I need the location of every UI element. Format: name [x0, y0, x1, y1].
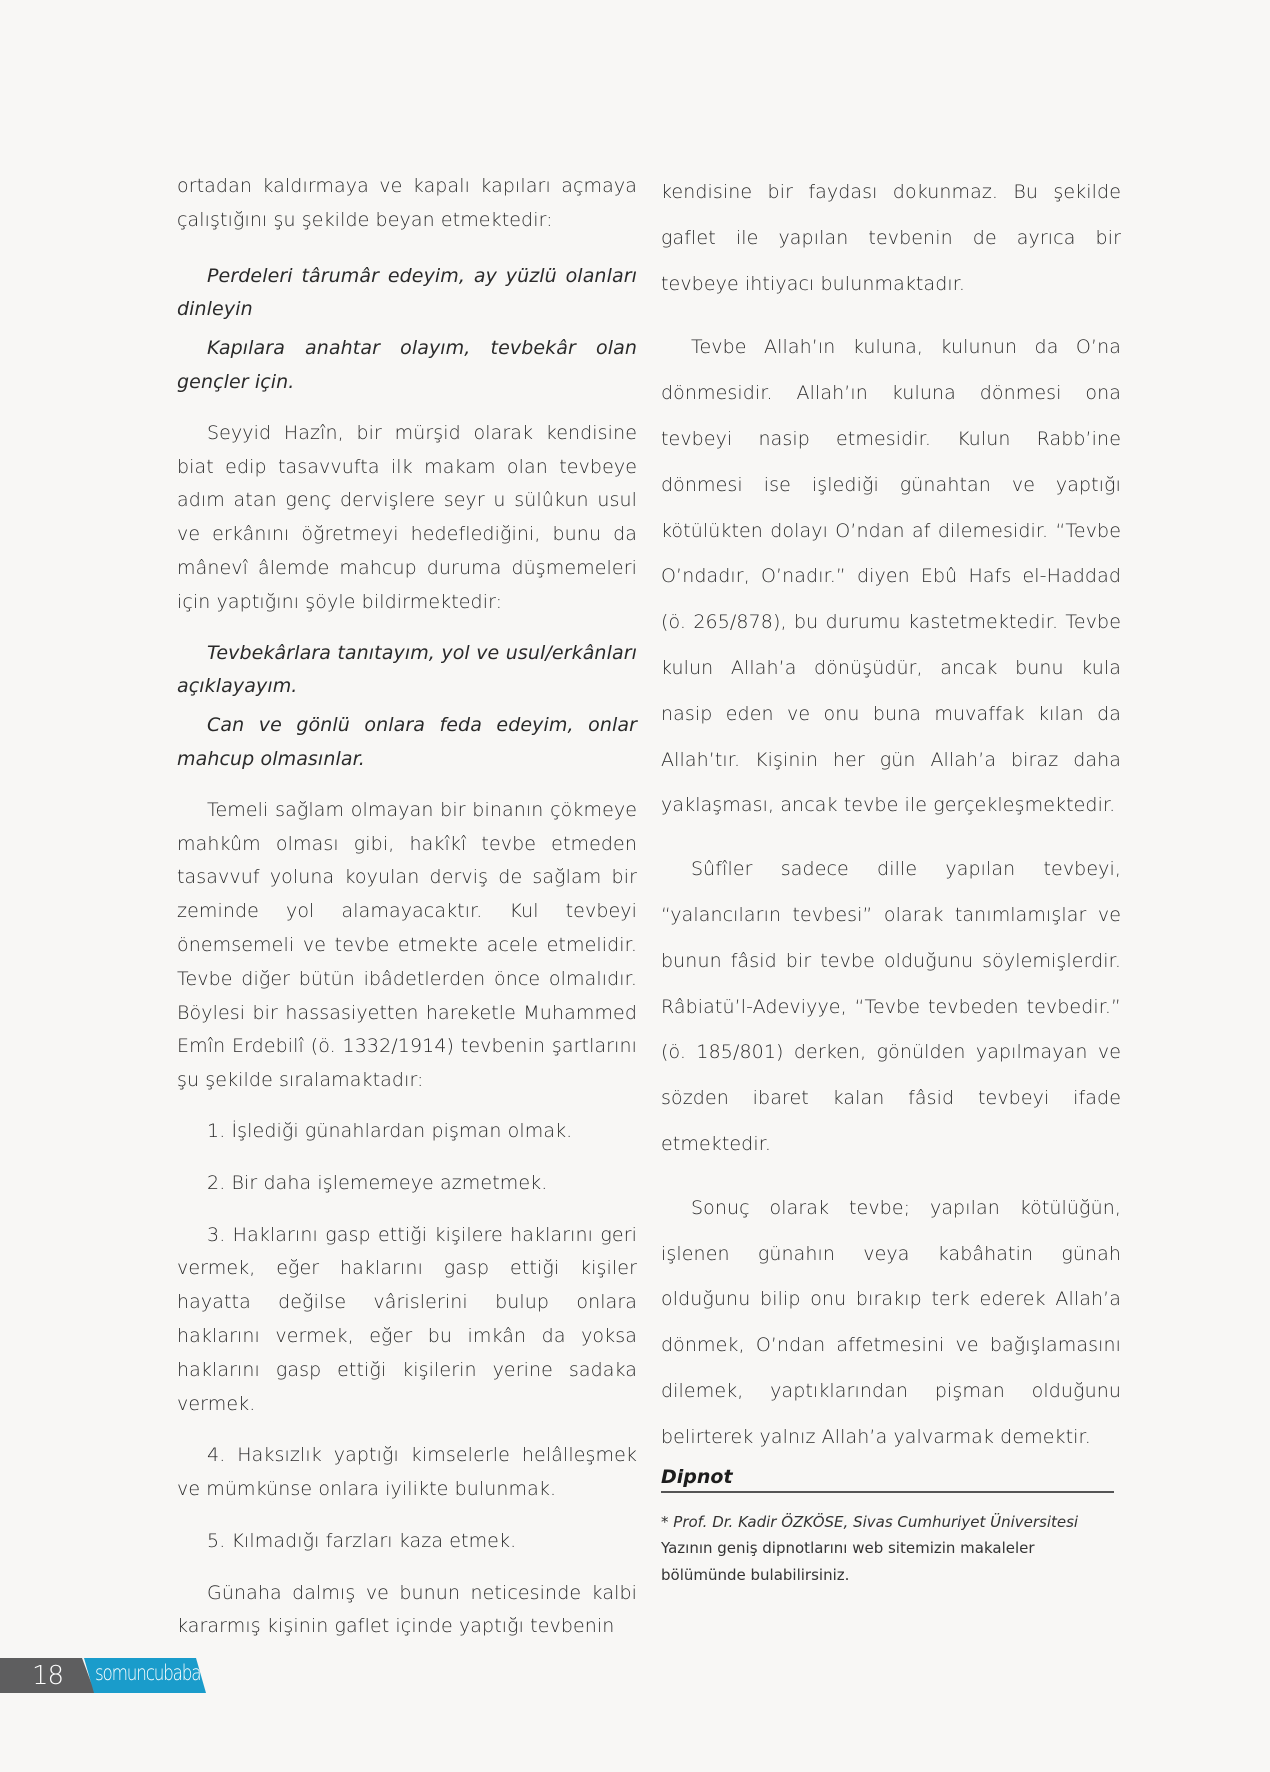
right-column	[661, 170, 1121, 1479]
verse-line: Perdeleri târumâr edeyim, ay yüzlü olanları dinleyin	[177, 264, 637, 321]
footnote-title: Dipnot	[661, 1466, 1114, 1493]
verse-line: Kapılara anahtar olayım, tevbekâr olan gençler için.	[177, 337, 637, 393]
paragraph: Günaha dalmış ve bunun neticesinde kalbi kararmış kişinin gaflet içinde yaptığı tevbenin	[177, 1581, 637, 1638]
list-item: 4. Haksızlık yaptığı kimselerle helâlleşmek ve mümkünse onlara iyilikte bulunmak.	[177, 1444, 637, 1501]
list-item: 2. Bir daha işlememeye azmetmek.	[207, 1171, 548, 1194]
paragraph: Sûfîler sadece dille yapılan tevbeyi, “yalancıların tevbesi” olarak tanımlamışlar ve bunun fâsid bir tevbe olduğunu söylemişlerdir. Râbiatü’l-Adeviyye, “Tevbe tevbeden tevbedir.” (ö. 185/801) derken, gönülden yapılmayan ve sözden ibaret kalan fâsid tevbeyi ifade etmektedir.	[661, 858, 1121, 1155]
list-item: 1. İşlediği günahlardan pişman olmak.	[207, 1119, 573, 1142]
list-item: 3. Haklarını gasp ettiği kişilere haklarını geri vermek, eğer haklarını gasp ettiği kişiler hayatta değilse vârislerini bulup onlara haklarını vermek, eğer bu imkân da yoksa haklarını gasp ettiği kişilerin yerine sadaka vermek.	[177, 1223, 637, 1415]
page-number: 18	[32, 1661, 64, 1691]
paragraph: kendisine bir faydası dokunmaz. Bu şekilde gaflet ile yapılan tevbenin de ayrıca bir tevbeye ihtiyacı bulunmaktadır.	[661, 181, 1121, 295]
left-column	[177, 170, 637, 1661]
footnote-author: * Prof. Dr. Kadir ÖZKÖSE, Sivas Cumhuriyet Üniversitesi	[661, 1513, 1079, 1531]
paragraph: Sonuç olarak tevbe; yapılan kötülüğün, işlenen günahın veya kabâhatin günah olduğunu bilip onu bırakıp terk ederek Allah’a dönmek, O’ndan affetmesini ve bağışlamasını dilemek, yaptıklarından pişman olduğunu belirterek yalnız Allah’a yalvarmak demektir.	[661, 1196, 1121, 1448]
verse-line: Tevbekârlara tanıtayım, yol ve usul/erkânları açıklayayım.	[177, 641, 637, 698]
list-item: 5. Kılmadığı farzları kaza etmek.	[207, 1529, 517, 1552]
paragraph: Temeli sağlam olmayan bir binanın çökmeye mahkûm olması gibi, hakîkî tevbe etmeden tasavvuf yoluna koyulan derviş de sağlam bir zeminde yol alamayacaktır. Kul tevbeyi önemsemeli ve tevbe etmekte acele etmelidir. Tevbe diğer bütün ibâdetlerden önce olmalıdır. Böylesi bir hassasiyetten hareketle Muhammed Emîn Erdebilî (ö. 1332/1914) tevbenin şartlarını şu şekilde sıralamaktadır:	[177, 798, 637, 1092]
footnote-section	[661, 1466, 1114, 1589]
verse-line: Can ve gönlü onlara feda edeyim, onlar mahcup olmasınlar.	[177, 714, 637, 770]
brand-logo: somuncubaba	[95, 1661, 201, 1685]
page-footer	[0, 1658, 210, 1693]
paragraph: ortadan kaldırmaya ve kapalı kapıları açmaya çalıştığını şu şekilde beyan etmektedir:	[177, 175, 637, 231]
paragraph: Tevbe Allah’ın kuluna, kulunun da O’na dönmesidir. Allah’ın kuluna dönmesi ona tevbeyi nasip etmesidir. Kulun Rabb’ine dönmesi ise işlediği günahtan ve yaptığı kötülükten dolayı O’ndan af dilemesidir. “Tevbe O’ndadır, O’nadır.” diyen Ebû Hafs el-Haddad (ö. 265/878), bu durumu kastetmektedir. Tevbe kulun Allah’a dönüşüdür, ancak bunu kula nasip eden ve onu buna muvaffak kılan da Allah’tır. Kişinin her gün Allah’a biraz daha yaklaşması, ancak tevbe ile gerçekleşmektedir.	[661, 336, 1121, 817]
footnote-note: Yazının geniş dipnotlarını web sitemizin makaleler bölümünde bulabilirsiniz.	[661, 1539, 1035, 1584]
paragraph: Seyyid Hazîn, bir mürşid olarak kendisine biat edip tasavvufta ilk makam olan tevbeye adım atan genç dervişlere seyr u sülûkun usul ve erkânını öğretmeyi hedeflediğini, bunu da mânevî âlemde mahcup duruma düşmemeleri için yaptığını şöyle bildirmektedir:	[177, 421, 637, 613]
